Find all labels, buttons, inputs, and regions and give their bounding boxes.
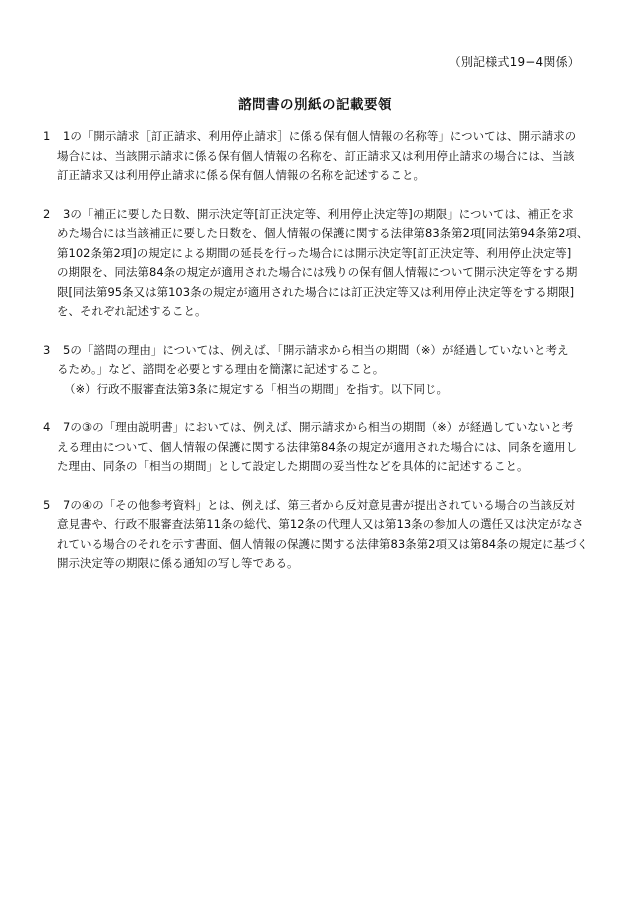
instruction-list	[43, 127, 591, 592]
list-item	[43, 496, 591, 574]
item-number: 3	[43, 342, 51, 357]
item-text-line: 7の④の「その他参考資料」とは、例えば、第三者から反対意見書が提出されている場合の当該反対	[63, 497, 576, 512]
item-text-line: の期限を、同法第84条の規定が適用された場合には残りの保有個人情報について開示決定等をする期	[57, 265, 578, 279]
item-note: （※）行政不服審査法第3条に規定する「相当の期間」を指す。以下同じ。	[64, 381, 449, 396]
item-text-line: える理由について、個人情報の保護に関する法律第84条の規定が適用された場合には、同条を適用し	[57, 439, 578, 454]
list-item	[43, 341, 591, 400]
item-number: 1	[43, 129, 51, 143]
list-item	[43, 418, 591, 477]
item-text-line: 1の「開示請求［訂正請求、利用停止請求］に係る保有個人情報の名称等」については、開示請求の	[63, 129, 577, 143]
item-text-line: 限[同法第95条又は第103条の規定が適用された場合には訂正決定等又は利用停止決定等をする期限]	[57, 284, 575, 299]
item-text-line: た理由、同条の「相当の期間」として設定した期間の妥当性などを具体的に記述すること。	[57, 459, 529, 473]
item-text-line: 開示決定等の期限に係る通知の写し等である。	[57, 556, 299, 570]
item-number: 2	[43, 206, 51, 221]
item-number: 5	[43, 497, 51, 512]
item-text-line: れている場合のそれを示す書面、個人情報の保護に関する法律第83条第2項又は第84条の規定に基づく	[57, 536, 589, 551]
item-text-line: 7の③の「理由説明書」においては、例えば、開示請求から相当の期間（※）が経過していないと考	[63, 420, 574, 434]
item-text-line: るため。」など、諮問を必要とする理由を簡潔に記述すること。	[57, 362, 385, 376]
item-text-line: 5の「諮問の理由」については、例えば、「開示請求から相当の期間（※）が経過していないと考え	[63, 342, 569, 357]
item-text-line: を、それぞれ記述すること。	[57, 304, 207, 318]
item-number: 4	[43, 420, 51, 434]
item-text-line: 意見書や、行政不服審査法第11条の総代、第12条の代理人又は第13条の参加人の選任又は決定がなさ	[57, 517, 584, 531]
item-text-line: 訂正請求又は利用停止請求に係る保有個人情報の名称を記述すること。	[57, 168, 425, 182]
item-text-line: 場合には、当該開示請求に係る保有個人情報の名称を、訂正請求又は利用停止請求の場合には、当該	[57, 148, 575, 163]
item-text-line: 第102条第2項]の規定による期間の延長を行った場合には開示決定等[訂正決定等、利用停止決定等]	[57, 245, 572, 260]
form-reference: （別記様式19−4関係）	[448, 55, 580, 69]
item-text-line: 3の「補正に要した日数、開示決定等[訂正決定等、利用停止決定等]の期限」については、補正を求	[63, 206, 574, 221]
list-item	[43, 205, 591, 322]
list-item	[43, 127, 591, 186]
item-text-line: めた場合には当該補正に要した日数を、個人情報の保護に関する法律第83条第2項[同法第94条第2項、	[57, 226, 589, 240]
page-title: 諮問書の別紙の記載要領	[238, 97, 392, 113]
